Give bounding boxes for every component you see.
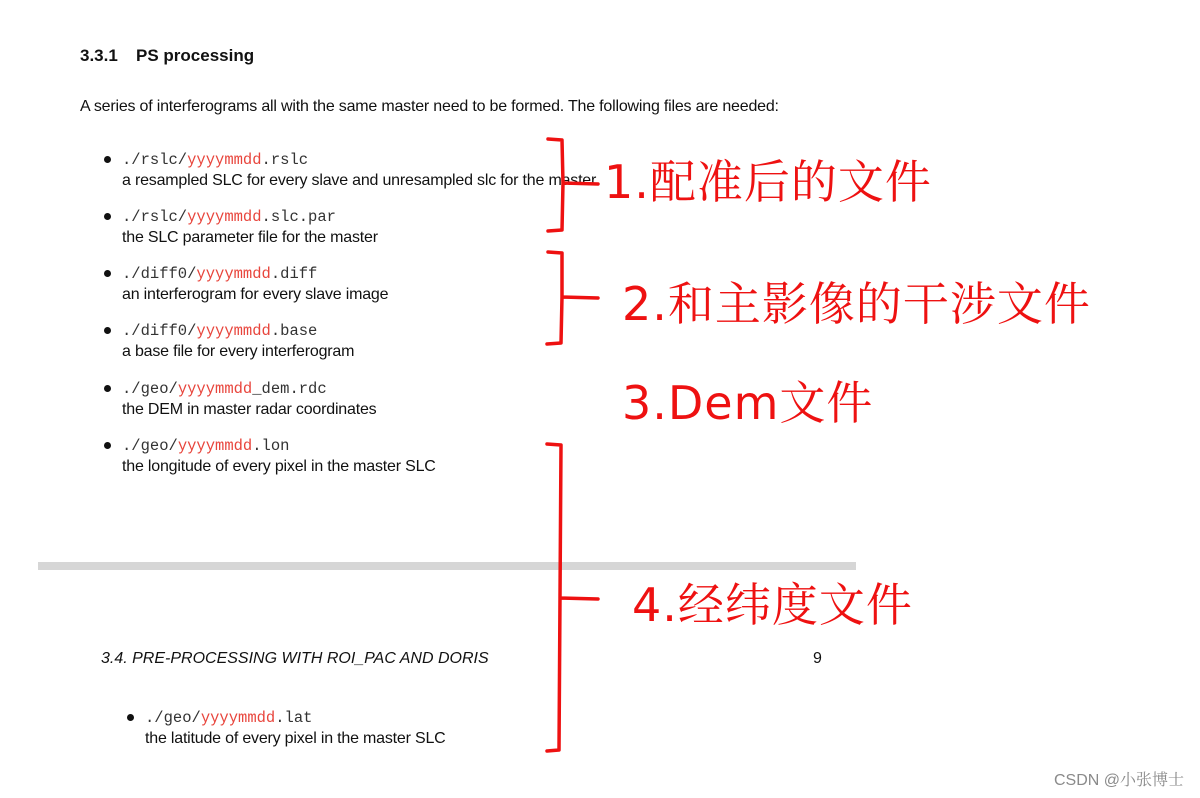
file-description: the latitude of every pixel in the master SLC xyxy=(145,730,446,747)
section-number: 3.3.1 xyxy=(80,46,118,65)
annotation-label-2: 2.和主影像的干涉文件 xyxy=(622,277,1091,331)
file-description: an interferogram for every slave image xyxy=(122,286,389,303)
file-path: ./geo/yyyymmdd_dem.rdc xyxy=(122,380,327,398)
annotation-label-3: 3.Dem文件 xyxy=(622,376,874,430)
file-description: the longitude of every pixel in the master SLC xyxy=(122,458,436,475)
bracket-2 xyxy=(547,252,598,344)
file-path: ./diff0/yyyymmdd.base xyxy=(122,322,318,340)
intro-paragraph: A series of interferograms all with the same master need to be formed. The following files are needed: xyxy=(80,98,779,115)
file-path: ./rslc/yyyymmdd.rslc xyxy=(122,151,309,169)
file-description: a resampled SLC for every slave and unresampled slc for the master xyxy=(122,172,597,189)
bracket-4 xyxy=(547,444,598,751)
bracket-1 xyxy=(548,139,598,231)
page-number: 9 xyxy=(813,650,822,667)
file-description: the SLC parameter file for the master xyxy=(122,229,378,246)
file-path: ./geo/yyyymmdd.lon xyxy=(122,437,290,455)
watermark: CSDN @小张博士 xyxy=(1053,772,1184,789)
file-path: ./rslc/yyyymmdd.slc.par xyxy=(122,208,336,226)
annotation-label-4: 4.经纬度文件 xyxy=(632,578,913,632)
file-path: ./diff0/yyyymmdd.diff xyxy=(122,265,318,283)
section-title: PS processing xyxy=(136,46,255,65)
file-path: ./geo/yyyymmdd.lat xyxy=(145,709,313,727)
annotation-label-1: 1.配准后的文件 xyxy=(604,155,932,209)
file-description: a base file for every interferogram xyxy=(122,343,355,360)
running-head: 3.4. PRE-PROCESSING WITH ROI_PAC AND DORIS xyxy=(101,650,489,667)
file-description: the DEM in master radar coordinates xyxy=(122,401,377,418)
